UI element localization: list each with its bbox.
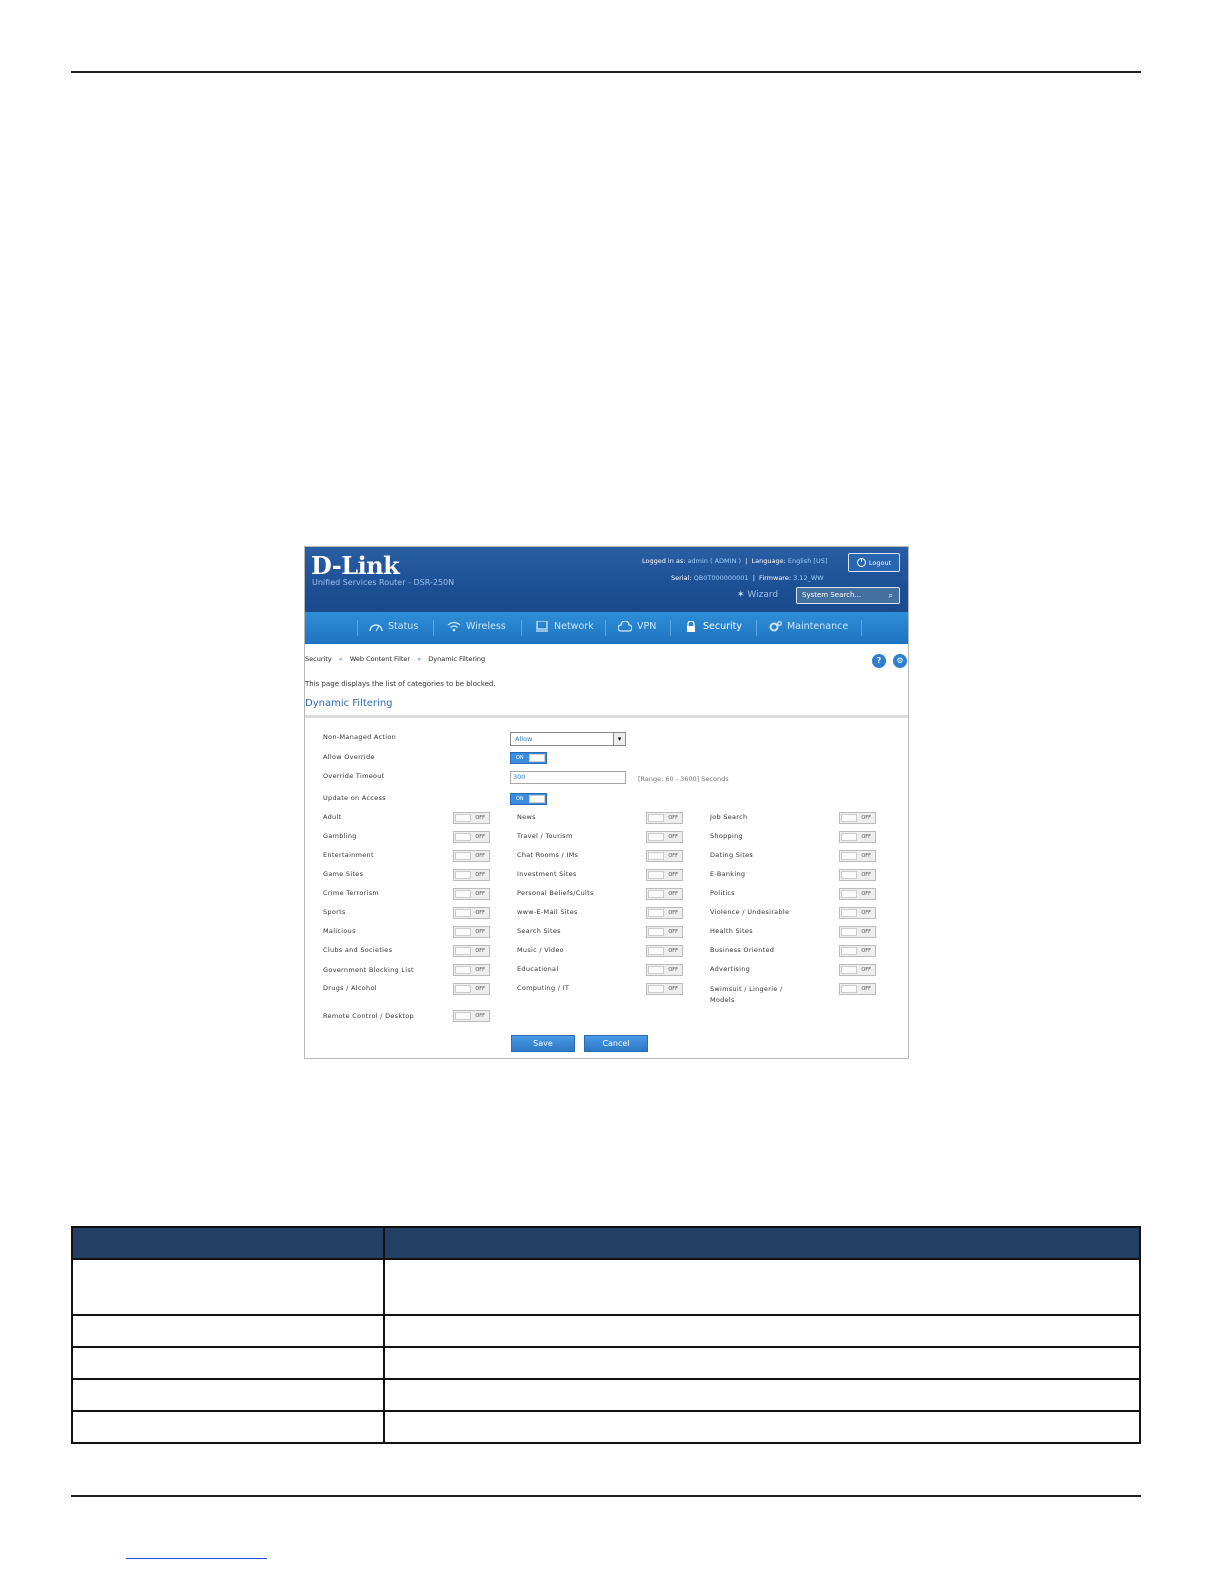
page-title: Dynamic Filtering (305, 698, 393, 709)
non-managed-action-select[interactable]: Allow ▾ (510, 732, 626, 746)
category-label-music-video: Music / Video (517, 946, 564, 954)
lock-icon (684, 621, 698, 632)
gauge-icon (369, 621, 383, 632)
product-subtitle: Unified Services Router - DSR-250N (312, 578, 455, 587)
category-label-computing-it: Computing / IT (517, 984, 570, 992)
table-cell (72, 1259, 384, 1315)
system-search-input[interactable]: System Search... ⌕ (796, 587, 900, 604)
serial-info: Serial: QB0T000000001 | Firmware: 3.12_WW (671, 574, 824, 582)
logged-in-user: admin ( ADMIN ) (687, 557, 742, 565)
category-label-chat-rooms-ims: Chat Rooms / IMs (517, 851, 579, 859)
network-icon (535, 621, 549, 632)
wand-icon: ✶ (737, 590, 745, 600)
allow-override-toggle[interactable]: ON (510, 752, 547, 764)
nav-separator (861, 620, 862, 636)
wifi-icon (447, 621, 461, 632)
category-label-politics: Politics (710, 889, 735, 897)
category-label-clubs-and-societies: Clubs and Societies (323, 946, 393, 954)
category-toggle-sports[interactable]: OFF (453, 907, 490, 919)
category-toggle-music-video[interactable]: OFF (646, 945, 683, 957)
category-label-adult: Adult (323, 813, 342, 821)
cancel-button[interactable]: Cancel (584, 1035, 648, 1052)
category-toggle-business-oriented[interactable]: OFF (839, 945, 876, 957)
update-on-access-toggle[interactable]: ON (510, 793, 547, 805)
table-header-cell (384, 1227, 1140, 1259)
chevron-down-icon: ▾ (613, 733, 625, 745)
category-toggle-travel-tourism[interactable]: OFF (646, 831, 683, 843)
category-toggle-government-blocking-list[interactable]: OFF (453, 964, 490, 976)
category-label-crime-terrorism: Crime Terrorism (323, 889, 380, 897)
table-row (72, 1259, 1140, 1315)
category-toggle-search-sites[interactable]: OFF (646, 926, 683, 938)
update-on-access-label: Update on Access (323, 794, 386, 802)
category-label-malicious: Malicious (323, 927, 356, 935)
help-icon[interactable]: ? (872, 654, 886, 668)
page-top-rule (71, 71, 1141, 73)
category-label-job-search: Job Search (710, 813, 748, 821)
cloud-icon (618, 621, 632, 632)
gear-icon (768, 621, 782, 632)
category-toggle-job-search[interactable]: OFF (839, 812, 876, 824)
non-managed-action-label: Non-Managed Action (323, 733, 397, 741)
category-toggle-chat-rooms-ims[interactable]: OFF (646, 850, 683, 862)
nav-maintenance[interactable]: Maintenance (768, 621, 848, 632)
category-label-travel-tourism: Travel / Tourism (517, 832, 573, 840)
save-button[interactable]: Save (511, 1035, 575, 1052)
settings-table (71, 1226, 1141, 1444)
nav-status[interactable]: Status (369, 621, 418, 632)
category-label-entertainment: Entertainment (323, 851, 374, 859)
firmware-value: 3.12_WW (793, 574, 824, 582)
nav-separator (357, 620, 358, 636)
category-label-www-e-mail-sites: www-E-Mail Sites (517, 908, 578, 916)
nav-separator (521, 620, 522, 636)
page-bottom-rule (71, 1495, 1141, 1497)
search-icon: ⌕ (888, 591, 893, 600)
category-toggle-shopping[interactable]: OFF (839, 831, 876, 843)
category-label-gambling: Gambling (323, 832, 357, 840)
settings-gear-icon[interactable]: ⚙ (893, 654, 907, 668)
nav-separator (756, 620, 757, 636)
nav-network[interactable]: Network (535, 621, 594, 632)
category-toggle-clubs-and-societies[interactable]: OFF (453, 945, 490, 957)
category-label-news: News (517, 813, 536, 821)
logout-button[interactable]: Logout (848, 553, 900, 572)
category-label-violence-undesirable: Violence / Undesirable (710, 908, 790, 916)
category-label-advertising: Advertising (710, 965, 751, 973)
category-toggle-investment-sites[interactable]: OFF (646, 869, 683, 881)
power-icon (857, 558, 866, 567)
table-row (72, 1411, 1140, 1443)
category-label-investment-sites: Investment Sites (517, 870, 577, 878)
category-toggle-advertising[interactable]: OFF (839, 964, 876, 976)
breadcrumb-security[interactable]: Security (305, 655, 332, 663)
category-toggle-health-sites[interactable]: OFF (839, 926, 876, 938)
breadcrumb: Security » Web Content Filter » Dynamic Filtering (305, 655, 486, 663)
category-toggle-news[interactable]: OFF (646, 812, 683, 824)
nav-security[interactable]: Security (684, 621, 742, 632)
breadcrumb-dynamic-filtering: Dynamic Filtering (428, 655, 486, 663)
serial-value: QB0T000000001 (693, 574, 749, 582)
table-cell (72, 1315, 384, 1347)
router-header (305, 547, 908, 612)
language-link[interactable]: English [US] (787, 557, 828, 565)
nav-wireless[interactable]: Wireless (447, 621, 506, 632)
category-toggle-malicious[interactable]: OFF (453, 926, 490, 938)
category-toggle-www-e-mail-sites[interactable]: OFF (646, 907, 683, 919)
table-row (72, 1347, 1140, 1379)
category-label-sports: Sports (323, 908, 346, 916)
category-label-educational: Educational (517, 965, 559, 973)
category-label-personal-beliefs-cults: Personal Beliefs/Cults (517, 889, 594, 897)
category-toggle-drugs-alcohol[interactable]: OFF (453, 983, 490, 995)
category-label-drugs-alcohol: Drugs / Alcohol (323, 984, 377, 992)
category-label-search-sites: Search Sites (517, 927, 561, 935)
nav-separator (605, 620, 606, 636)
category-label-health-sites: Health Sites (710, 927, 753, 935)
table-cell (384, 1411, 1140, 1443)
table-header-row (72, 1227, 1140, 1259)
category-toggle-dating-sites[interactable]: OFF (839, 850, 876, 862)
category-label-business-oriented: Business Oriented (710, 946, 775, 954)
breadcrumb-web-content-filter[interactable]: Web Content Filter (349, 655, 411, 663)
allow-override-label: Allow Override (323, 753, 375, 761)
title-divider (305, 715, 908, 718)
wizard-link[interactable]: ✶ Wizard (737, 590, 779, 600)
table-cell (384, 1379, 1140, 1411)
category-toggle-adult[interactable]: OFF (453, 812, 490, 824)
category-label-remote-control-desktop: Remote Control / Desktop (323, 1012, 414, 1020)
nav-separator (670, 620, 671, 636)
nav-separator (433, 620, 434, 636)
table-cell (384, 1347, 1140, 1379)
dlink-logo: D-Link (311, 551, 400, 580)
table-cell (384, 1259, 1140, 1315)
override-timeout-hint: [Range: 60 - 3600] Seconds (638, 775, 729, 783)
main-nav (305, 612, 908, 644)
category-toggle-remote-control-desktop[interactable]: OFF (453, 1010, 490, 1022)
category-toggle-swimsuit-lingerie-models[interactable]: OFF (839, 983, 876, 995)
category-toggle-politics[interactable]: OFF (839, 888, 876, 900)
category-toggle-violence-undesirable[interactable]: OFF (839, 907, 876, 919)
table-row (72, 1379, 1140, 1411)
category-toggle-personal-beliefs-cults[interactable]: OFF (646, 888, 683, 900)
login-info: Logged in as: admin ( ADMIN ) | Language: English [US] (642, 557, 828, 565)
category-label-swimsuit-lingerie-models: Swimsuit / Lingerie / Models (710, 985, 783, 1004)
category-toggle-crime-terrorism[interactable]: OFF (453, 888, 490, 900)
category-toggle-entertainment[interactable]: OFF (453, 850, 490, 862)
table-row (72, 1315, 1140, 1347)
table-cell (72, 1347, 384, 1379)
table-header-cell (72, 1227, 384, 1259)
nav-vpn[interactable]: VPN (618, 621, 656, 632)
override-timeout-label: Override Timeout (323, 772, 385, 780)
category-label-game-sites: Game Sites (323, 870, 364, 878)
category-toggle-e-banking[interactable]: OFF (839, 869, 876, 881)
override-timeout-input[interactable]: 300 (510, 771, 626, 784)
category-label-dating-sites: Dating Sites (710, 851, 754, 859)
category-toggle-educational[interactable]: OFF (646, 964, 683, 976)
router-screenshot (304, 546, 909, 1059)
table-cell (72, 1411, 384, 1443)
category-toggle-gambling[interactable]: OFF (453, 831, 490, 843)
category-label-shopping: Shopping (710, 832, 743, 840)
table-cell (384, 1315, 1140, 1347)
category-label-government-blocking-list: Government Blocking List (323, 966, 414, 974)
table-cell (72, 1379, 384, 1411)
category-toggle-computing-it[interactable]: OFF (646, 983, 683, 995)
footer-link-underline[interactable] (126, 1558, 267, 1559)
category-label-e-banking: E-Banking (710, 870, 746, 878)
category-toggle-game-sites[interactable]: OFF (453, 869, 490, 881)
page-description: This page displays the list of categories to be blocked. (305, 680, 496, 688)
